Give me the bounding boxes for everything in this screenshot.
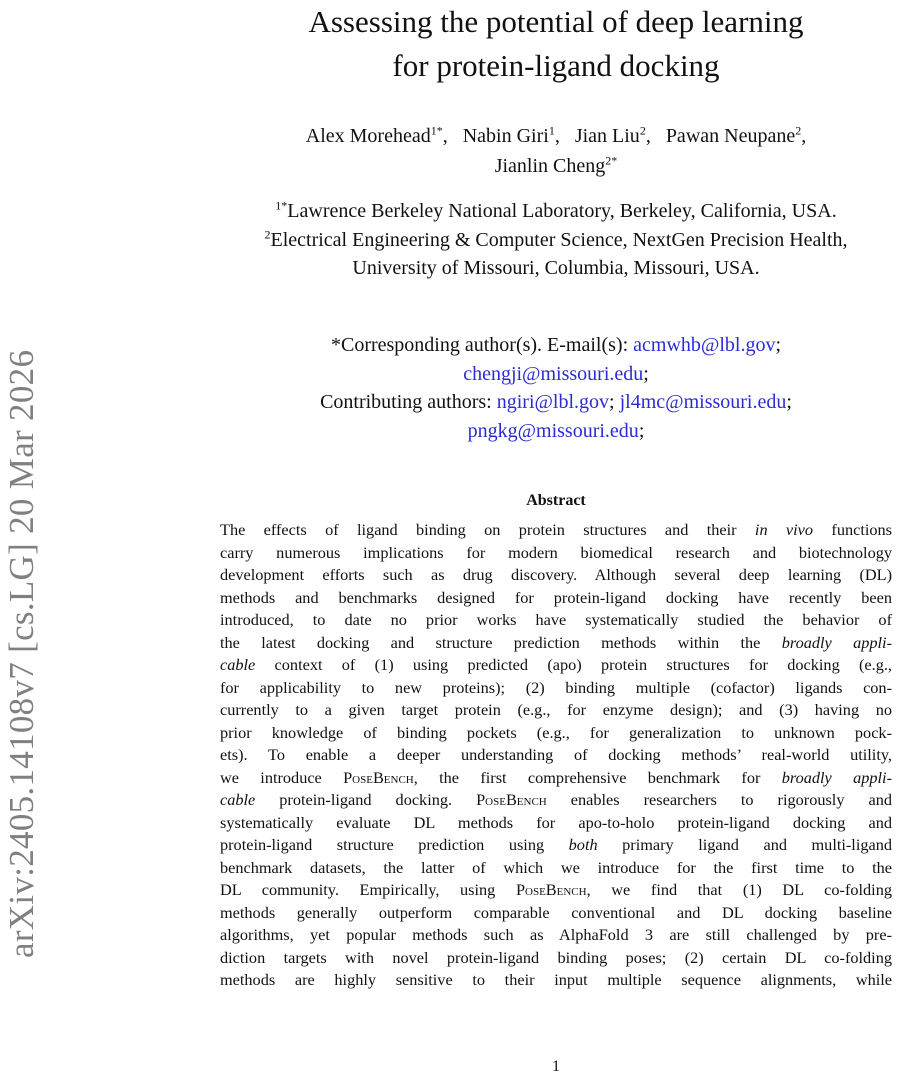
affiliations [190, 197, 916, 283]
abstract-line [220, 632, 892, 655]
abstract-line [220, 744, 892, 767]
author-entry: Jian Liu$^2$, [574, 123, 651, 147]
abstract-line [220, 699, 892, 722]
email-link[interactable]: chengji@missouri.edu [463, 362, 644, 385]
email-link[interactable]: jl4mc@missouri.edu [619, 391, 787, 413]
paper-title [220, 0, 892, 88]
abstract-text: primary ligand and multi-ligand [597, 835, 893, 854]
abstract-line [220, 812, 892, 835]
abstract-text: the latest docking and structure prediction methods within the [220, 632, 782, 652]
title-line-1: Assessing the potential of deep learning [308, 4, 804, 39]
abstract-line [220, 969, 892, 992]
abstract-text: protein-ligand structure prediction using [220, 835, 569, 854]
email-link[interactable]: ngiri@lbl.gov [496, 391, 610, 413]
abstract-text: enables researchers to rigorously and [546, 790, 893, 809]
abstract-text: currently to a given target protein (e.g., for enzyme design); and (3) having no [220, 700, 892, 719]
abstract-line [220, 654, 892, 677]
abstract-line [220, 564, 892, 587]
abstract-text: methods and benchmarks designed for protein-ligand docking have recently been [220, 587, 892, 607]
email-link[interactable]: pngkg@missouri.edu [467, 419, 639, 442]
emphasis: both [568, 835, 598, 854]
abstract-line [220, 609, 892, 632]
title-line-2: for protein-ligand docking [392, 48, 720, 83]
emphasis: broadly appli- [781, 767, 892, 787]
author-list [220, 121, 892, 181]
abstract-text: context of (1) using predicted (apo) protein structures for docking (e.g., [255, 655, 892, 674]
abstract-body [220, 519, 892, 992]
abstract-text: algorithms, yet popular methods such as AlphaFold 3 are still challenged by pre- [220, 925, 892, 944]
abstract-text: diction targets with novel protein-ligand binding poses; (2) certain DL co-folding [220, 947, 892, 967]
abstract-text: , the first comprehensive benchmark for [413, 767, 782, 787]
abstract-text: functions [813, 520, 893, 539]
emphasis: cable [220, 790, 256, 809]
abstract-text: DL community. Empirically, using [220, 880, 516, 899]
emphasis: cable [220, 655, 256, 674]
abstract-text: we introduce [220, 767, 344, 787]
emphasis: broadly appli- [781, 632, 892, 652]
abstract-text: introduced, to date no prior works have systematically studied the behavior of [220, 610, 892, 629]
abstract-line [220, 542, 892, 565]
abstract-line [220, 789, 892, 812]
affiliation-2-cont: University of Missouri, Columbia, Missouri, USA. [352, 257, 760, 279]
arxiv-sidebar-stamp: arXiv:2405.14108v7 [cs.LG] 20 Mar 2026 [2, 349, 41, 958]
abstract-text: development efforts such as drug discovery. Although several deep learning (DL) [220, 565, 892, 584]
abstract-text: benchmark datasets, the latter of which we introduce for the first time to the [220, 857, 892, 877]
abstract-line [220, 519, 892, 542]
benchmark-name: PoseBench [515, 880, 587, 899]
author-entry: Alex Morehead$^{1*}$, [305, 123, 448, 147]
benchmark-name: PoseBench [476, 790, 547, 809]
abstract-text: for applicability to new proteins); (2) binding multiple (cofactor) ligands con- [220, 677, 892, 697]
abstract-text: systematically evaluate DL methods for apo-to-holo protein-ligand docking and [220, 812, 892, 832]
email-link[interactable]: acmwhb@lbl.gov [633, 334, 776, 356]
abstract-line [220, 677, 892, 700]
abstract-line [220, 834, 892, 857]
abstract-text: protein-ligand docking. [255, 790, 477, 809]
corresponding-authors: *Corresponding author(s). E-mail(s): acmwhb@lbl.gov; [330, 334, 782, 356]
author-entry: Pawan Neupane$^2$, [665, 123, 807, 147]
author-entry: Nabin Giri$^1$, [462, 123, 560, 147]
page-number: 1 [552, 1058, 560, 1075]
author-entry: Jianlin Cheng$^{2*}$ [494, 153, 618, 177]
abstract-line [220, 767, 892, 790]
abstract-line [220, 857, 892, 880]
correspondence-block: *Corresponding author(s). E-mail(s): acmwhb@lbl.gov; chengji@missouri.edu; Contributing authors: ngiri@lbl.gov; jl4mc@missouri.edu; pngkg@missouri.edu; [220, 331, 892, 445]
emphasis: in vivo [754, 520, 814, 539]
abstract-line [220, 879, 892, 902]
abstract-text: methods generally outperform comparable conventional and DL docking baseline [220, 902, 892, 922]
affiliation-1: $^{1*}$Lawrence Berkeley National Laboratory, Berkeley, California, USA. [275, 198, 837, 222]
abstract-text: ets). To enable a deeper understanding of docking methods’ real-world utility, [220, 745, 892, 764]
abstract-line [220, 587, 892, 610]
abstract-text: prior knowledge of binding pockets (e.g., for generalization to unknown pock- [220, 722, 892, 742]
abstract-line [220, 722, 892, 745]
abstract-text: , we find that (1) DL co-folding [586, 880, 892, 899]
abstract-heading: Abstract [526, 492, 586, 509]
abstract-line [220, 902, 892, 925]
abstract-text: carry numerous implications for modern biomedical research and biotechnology [220, 542, 892, 562]
abstract-text: methods are highly sensitive to their input multiple sequence alignments, while [220, 970, 892, 989]
abstract-text: The effects of ligand binding on protein structures and their [220, 520, 755, 539]
contributing-authors: Contributing authors: ngiri@lbl.gov; jl4mc@missouri.edu; [320, 391, 792, 413]
abstract-line [220, 924, 892, 947]
affiliation-2: $^2$Electrical Engineering & Computer Science, NextGen Precision Health, [264, 226, 848, 251]
abstract-line [220, 947, 892, 970]
benchmark-name: PoseBench [343, 767, 414, 787]
